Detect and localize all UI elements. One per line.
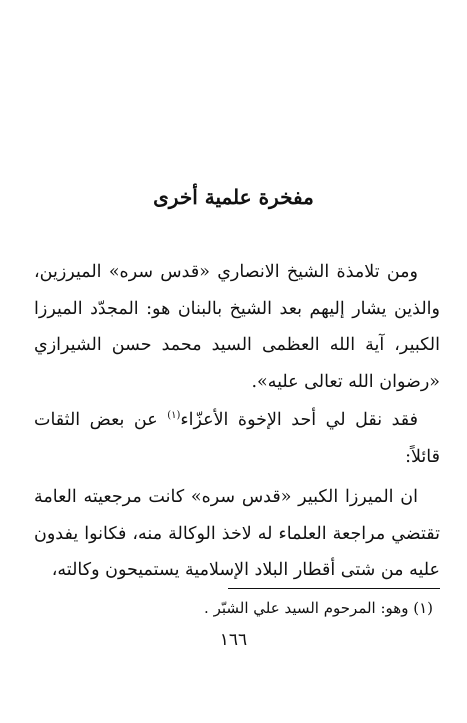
footnote-marker: (١): [167, 410, 181, 422]
paragraph-2-text-cont: عن بعض الثقات قائلاً:: [34, 410, 440, 467]
footnote: (١) وهو: المرحوم السيد علي الشبّر .: [204, 599, 433, 617]
page-number: ١٦٦: [219, 630, 248, 650]
body-text: [34, 254, 440, 589]
paragraph-2-text: فقد نقل لي أحد الإخوة الأعزّاء: [180, 410, 418, 430]
footnote-divider: [228, 588, 440, 589]
paragraph-2: [34, 402, 440, 475]
paragraph-1: ومن تلامذة الشيخ الانصاري «قدس سره» الميرزين، والذين يشار إليهم بعد الشيخ بالبنان هو: المجدّد الميرزا الكبير، آية الله العظمى السيد محمد حسن الشيرازي «رضوان الله تعالى عليه».: [34, 262, 440, 392]
section-title: مفخرة علمية أخرى: [153, 185, 314, 209]
paragraph-3: ان الميرزا الكبير «قدس سره» كانت مرجعيته العامة تقتضي مراجعة العلماء له لاخذ الوكالة منه، فكانوا يفدون عليه من شتى أقطار البلاد الإسلامية يستميحون وكالته،: [34, 487, 440, 580]
